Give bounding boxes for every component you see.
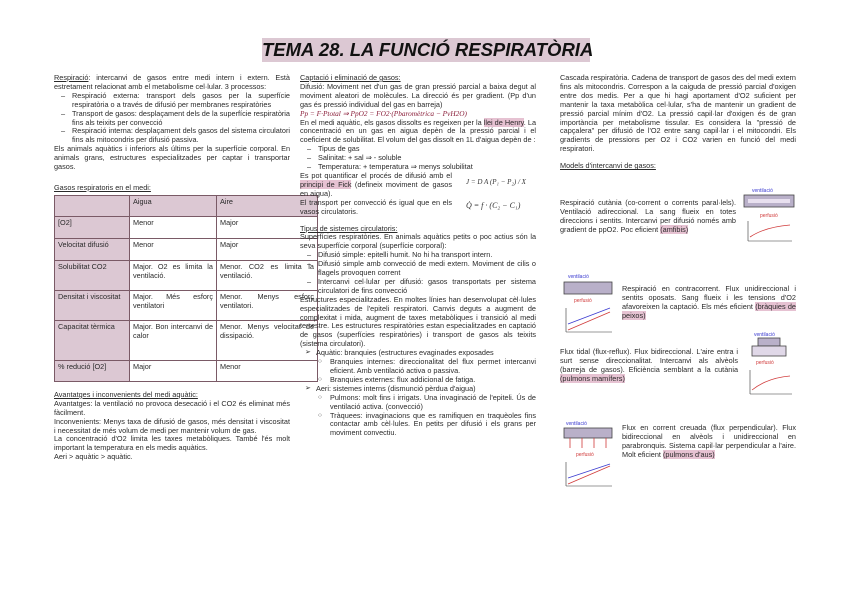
surfaces-paragraph: Superfícies respiratòries. En animals aquàtics petits o poc actius són la seva superfície corporal (superfície corporal):	[300, 232, 536, 251]
section-heading: Models d'intercanvi de gasos:	[560, 161, 656, 171]
table-row-label: [O2]	[55, 216, 130, 238]
table-cell: Menor	[130, 216, 217, 238]
table-row-label: Capacitat tèrmica	[55, 320, 130, 360]
henry-text-b: . La concentració en un gas en aigua depèn de la pressió parcial i el coeficient de solubilitat. El volum del gas dissolt en 1L d'aigua depèn de :	[300, 117, 537, 145]
surfaces-list	[300, 251, 536, 296]
model-text	[560, 348, 738, 384]
convection-equation: Q̇ = f · (C₂ − C₁)	[466, 200, 521, 210]
perfusion-label: perfusió	[574, 298, 592, 304]
section-heading: Tipus de sistemes circulatoris:	[300, 223, 398, 233]
countercurrent-diagram	[560, 268, 616, 338]
column-1	[54, 73, 314, 462]
model-text-a: Flux tidal (flux-reflux). Flux bidireccional. L'aire entra i surt sense direccionalitat. Intercanvi als alvèols (barreja de gasos). Eficiència semblant a la cutània	[560, 347, 738, 374]
list-item: – Difusió simple amb convecció de medi extern. Moviment de cilis o flagels provoquen corrent	[318, 260, 536, 278]
ventilation-label: ventilació	[568, 274, 589, 280]
ventilation-label: ventilació	[566, 421, 587, 427]
table-header-cell: Aire	[217, 195, 318, 216]
model-text	[560, 199, 736, 235]
table-cell: Major	[130, 360, 217, 381]
list-item: – Intercanvi cel·lular per difusió: gasos transportats per sistema circulatori de fins convecció	[318, 278, 536, 296]
column-2	[300, 74, 536, 438]
fick-equation: J = D A (P₁ − P₂) / X	[466, 177, 526, 186]
model-tidal	[560, 348, 738, 384]
list-item	[316, 349, 536, 385]
perfusion-label: perfusió	[756, 360, 774, 366]
table-cell: Menor. CO2 es limita la ventilació.	[217, 260, 318, 290]
table-row	[55, 260, 318, 290]
tidal-diagram	[742, 332, 798, 400]
inconvenients: Inconvenients: Menys taxa de difusió de gasos, més densitat i viscositat i necessitat de més volum de medi per mantenir volum de gas.	[54, 416, 290, 435]
model-countercurrent	[622, 285, 796, 321]
convection-paragraph: El transport per convecció és igual que en els vasos circulatoris.	[300, 197, 452, 216]
table-cell: Menor. Menys velocitat de dissipació.	[217, 320, 318, 360]
model-highlight: (pulmons mamífers)	[560, 373, 625, 383]
list-item: – Respiració interna: desplaçament dels gasos del sistema circulatori fins als mitocondris per difusió passiva.	[72, 127, 290, 145]
column-3	[560, 74, 796, 171]
table-row-label: Solubilitat CO2	[55, 260, 130, 290]
aquatic-list	[300, 349, 536, 438]
gases-table	[54, 195, 318, 382]
table-cell: Menor	[217, 360, 318, 381]
table-cell: Major. O2 es limita la ventilació.	[130, 260, 217, 290]
intro-text: : intercanvi de gasos entre medi intern i extern. Està estretament relacionat amb el metabolisme cel·lular. 3 processos:	[54, 73, 290, 91]
structures-paragraph: Estructures especialitzades. En moltes línies han desenvolupat cèl·lules especialitzades de l'epiteli respiratori. Canvis deguts a augment de complexitat i mida, augment de taxes metabòliques i transició al medi terrestre. Les estructures respiratòries estan especialitzades en captació de gasos (superfícies respiratòries) i transport de gasos als teixits (sistema circulatori).	[300, 294, 536, 349]
table-cell: Major. Més esforç ventilatori	[130, 290, 217, 320]
model-text-a: Respiració en contracorrent. Flux unidireccional i sentits oposats. Sang flueix i les tensions d'O2 afavoreixen la captació. Els més eficient	[622, 284, 796, 311]
table-title: Gasos respiratoris en el medi:	[54, 182, 151, 192]
adv-title: Avantatges i inconvenients del medi aquàtic:	[54, 389, 198, 399]
aerial-title: Aeri: sistemes interns (dismunció pèrdua d'aigua)	[316, 383, 476, 393]
table-cell: Major	[217, 238, 318, 260]
list-item: – Respiració externa: transport dels gasos per la superfície respiratòria o a través de difusió per membranes respiratòries	[72, 92, 290, 110]
list-item: – Salinitat: + sal ⇒ - soluble	[318, 154, 536, 163]
list-item: – Temperatura: + temperatura ⇒ menys solubilitat	[318, 163, 536, 172]
table-row	[55, 320, 318, 360]
ventilation-label: ventilació	[754, 332, 775, 338]
model-highlight: (pulmons d'aus)	[662, 449, 715, 459]
fick-text-a: Es pot quantificar el procés de difusió amb el	[300, 170, 452, 180]
table-header-cell: Aigua	[130, 195, 217, 216]
cascade-paragraph: Cascada respiratòria. Cadena de transport de gasos des del medi extern fins als mitocondris. Correspon a la caiguda de pressió parcial d'oxigen entre dos medis. Per a que hi hagi aportament d'O2 suficient per mantenir la taxa metabòlica cel·lular, s'ha de mantenir un gradient de pressió parcial mínim d'O2. La pressió capil·lar d'oxigen és de gran importància per metabolisme tissular. Es considera la "pressió de capçalera" per difusió de l'O2 entre sang capil·lar i el mitocondri. Els gradients de pressions per O2 i CO2 varien en funció del medi respiratori.	[560, 73, 796, 154]
table-cell: Major. Bon intercanvi de calor	[130, 320, 217, 360]
section-heading: Captació i eliminació de gasos:	[300, 73, 401, 82]
model-text	[622, 285, 796, 321]
aquatic-sublist	[316, 358, 536, 385]
table-row	[55, 238, 318, 260]
advantages: Avantatges: la ventilació no provoca desecació i el CO2 és eliminat més fàcilment.	[54, 398, 290, 417]
list-item: – Difusió simple: epitelli humit. No hi ha transport intern.	[318, 251, 536, 260]
perfusion-label: perfusió	[760, 213, 778, 219]
model-text	[622, 424, 796, 460]
list-item: ○ Branquies internes: direccionalitat del flux permet intercanvi eficient. Amb ventilació activa o passiva.	[330, 358, 536, 376]
table-row	[55, 360, 318, 381]
list-item: – Tipus de gas	[318, 145, 536, 154]
table-cell: Menor. Menys esforç ventilatori.	[217, 290, 318, 320]
model-highlight: (amfibis)	[660, 224, 689, 234]
model-text-a: Respiració cutània (co-corrent o corrents paral·lels). Ventilació adireccional. La sang flueix en totes direccions i sentits. Intercanvi per difusió només amb gradient de ppO2. Poc eficient	[560, 198, 736, 234]
process-list	[54, 92, 290, 145]
fick-paragraph	[300, 172, 452, 199]
list-item: ○ Tràquees: invaginacions que es ramifiquen en traquèoles fins contactar amb cèl·lules. En petits per difusió i els grans per moviment convectiu.	[330, 412, 536, 439]
table-row-label: % redució [O2]	[55, 360, 130, 381]
henry-law-highlight: llei de Henry	[483, 117, 524, 127]
page-title: TEMA 28. LA FUNCIÓ RESPIRATÒRIA	[262, 39, 594, 60]
aerial-sublist	[316, 394, 536, 439]
dependency-list	[300, 145, 536, 172]
perfusion-label: perfusió	[576, 452, 594, 458]
table-cell: Menor	[130, 238, 217, 260]
list-item: – Transport de gasos: desplaçament dels de la superfície respiratòria fins als teixits per convecció	[72, 110, 290, 128]
intro-label: Respiració	[54, 73, 89, 82]
crosscurrent-diagram	[560, 418, 616, 490]
model-cutaneous	[560, 199, 736, 235]
henry-paragraph	[300, 119, 536, 146]
intro-paragraph	[54, 74, 290, 92]
ventilation-label: ventilació	[752, 188, 773, 194]
table-row-label: Velocitat difusió	[55, 238, 130, 260]
table-row-label: Densitat i viscositat	[55, 290, 130, 320]
after-paragraph: Els animals aquàtics i inferiors als últims per la superfície corporal. En animals grans, estructures especialitzades per captar i transportar gasos.	[54, 144, 290, 172]
list-item: ○ Branquies externes: flux addicional de fatiga.	[330, 376, 536, 385]
partial-pressure-equation: Pp = F·Ptotal ⇒ PpO2 = FO2·(Pbaromètrica − PvH2O)	[300, 108, 467, 118]
aquatic-title: Aquàtic: branquies (estructures evaginades exposades	[316, 348, 494, 358]
o2-concentration: La concentració d'O2 limita les taxes metabòliques. També l'és molt important la temperatura en els medis aquàtics.	[54, 434, 290, 453]
table-row	[55, 216, 318, 238]
table-header-row	[55, 195, 318, 216]
model-text-a: Flux en corrent creuada (flux perpendicular). Flux bidireccional en alvèols i unidireccional en parabronquis. Sistema capil·lar perpendicular a l'aire. Molt eficient	[622, 423, 796, 459]
henry-text-a: En el medi aquàtic, els gasos dissolts es regeixen per la	[300, 117, 484, 127]
table-row	[55, 290, 318, 320]
diffusion-paragraph: Difusió: Moviment net d'un gas de gran pressió parcial a baixa degut al moviment aleatori de molècules. La direcció és per gradient. (Pp d'un gas és pressió individual del gas en barreja)	[300, 81, 536, 109]
fick-text-b: (defineix moviment de gasos en aigua).	[300, 179, 453, 198]
table-cell: Major	[217, 216, 318, 238]
table-header-cell	[55, 195, 130, 216]
fick-principle-highlight: principi de Fick	[300, 179, 352, 189]
model-highlight: (bràquies de peixos)	[622, 301, 796, 320]
cutaneous-diagram	[740, 183, 800, 248]
list-item	[316, 385, 536, 438]
list-item: ○ Pulmons: molt fins i irrigats. Una invaginació de l'epiteli. Ús de ventilació activa. (convecció)	[330, 394, 536, 412]
air-comparison: Aeri > aquàtic > aquàtic.	[54, 452, 133, 462]
title-banner	[262, 38, 594, 62]
model-crosscurrent	[622, 424, 796, 460]
